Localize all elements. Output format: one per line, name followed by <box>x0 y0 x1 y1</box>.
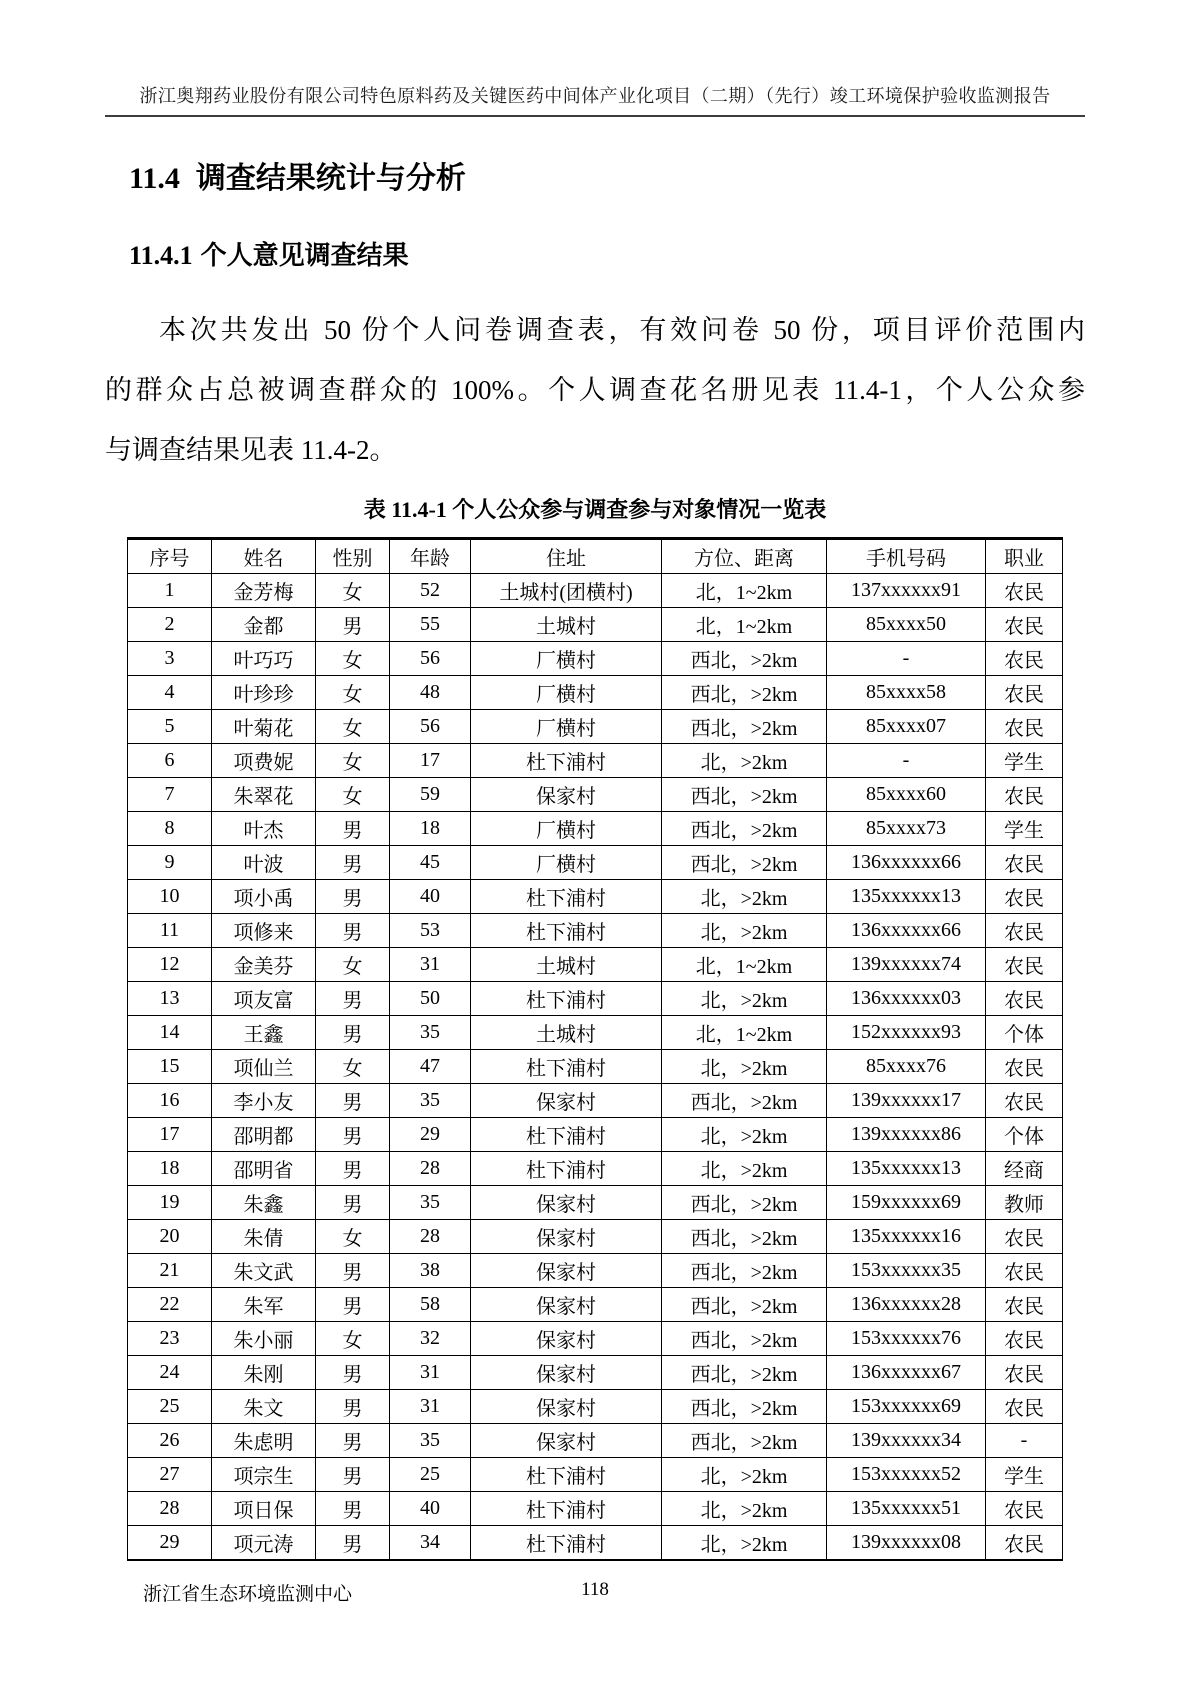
table-row <box>128 744 1063 778</box>
table-cell: 55 <box>390 608 471 642</box>
table-cell: 男 <box>316 1152 390 1186</box>
table-cell: 学生 <box>986 744 1063 778</box>
table-cell: 85xxxx58 <box>827 676 986 710</box>
table-cell: 34 <box>390 1526 471 1561</box>
survey-table-body <box>128 574 1063 1561</box>
table-cell: 139xxxxxx74 <box>827 948 986 982</box>
table-cell: 15 <box>128 1050 212 1084</box>
table-cell: 保家村 <box>471 1220 662 1254</box>
table-row <box>128 982 1063 1016</box>
table-cell: 杜下浦村 <box>471 744 662 778</box>
table-cell: 北，1~2km <box>662 574 827 608</box>
table-cell: 22 <box>128 1288 212 1322</box>
table-cell: 保家村 <box>471 1390 662 1424</box>
table-cell: 农民 <box>986 1492 1063 1526</box>
table-cell: 139xxxxxx17 <box>827 1084 986 1118</box>
table-cell: 56 <box>390 710 471 744</box>
table-cell: 85xxxx76 <box>827 1050 986 1084</box>
table-cell: 西北，>2km <box>662 846 827 880</box>
table-cell: 男 <box>316 1526 390 1561</box>
table-cell: - <box>827 642 986 676</box>
table-cell: 金都 <box>212 608 316 642</box>
table-cell: 35 <box>390 1186 471 1220</box>
subsection-title: 个人意见调查结果 <box>200 241 409 270</box>
table-header-cell: 年龄 <box>390 539 471 574</box>
table-cell: 北，>2km <box>662 1152 827 1186</box>
table-row <box>128 1424 1063 1458</box>
table-cell: 叶珍珍 <box>212 676 316 710</box>
table-cell: - <box>986 1424 1063 1458</box>
table-cell: 杜下浦村 <box>471 1526 662 1561</box>
table-cell: 28 <box>390 1220 471 1254</box>
table-cell: 2 <box>128 608 212 642</box>
table-cell: 6 <box>128 744 212 778</box>
table-cell: 85xxxx60 <box>827 778 986 812</box>
section-number: 11.4 <box>129 162 180 195</box>
table-cell: 男 <box>316 1186 390 1220</box>
table-cell: 邵明都 <box>212 1118 316 1152</box>
table-cell: 叶波 <box>212 846 316 880</box>
table-header-cell: 方位、距离 <box>662 539 827 574</box>
table-cell: 厂横村 <box>471 642 662 676</box>
table-cell: 农民 <box>986 1390 1063 1424</box>
table-cell: 西北，>2km <box>662 1220 827 1254</box>
table-cell: 21 <box>128 1254 212 1288</box>
table-cell: 17 <box>128 1118 212 1152</box>
table-cell: 女 <box>316 1220 390 1254</box>
table-row <box>128 948 1063 982</box>
table-cell: 项友富 <box>212 982 316 1016</box>
table-cell: 农民 <box>986 1288 1063 1322</box>
table-cell: 85xxxx73 <box>827 812 986 846</box>
section-heading-11-4 <box>129 153 1085 197</box>
table-cell: 农民 <box>986 642 1063 676</box>
table-cell: 男 <box>316 812 390 846</box>
table-cell: 35 <box>390 1016 471 1050</box>
table-cell: 48 <box>390 676 471 710</box>
table-cell: 农民 <box>986 710 1063 744</box>
table-cell: 20 <box>128 1220 212 1254</box>
table-cell: 男 <box>316 1458 390 1492</box>
table-cell: 139xxxxxx34 <box>827 1424 986 1458</box>
table-cell: 朱鑫 <box>212 1186 316 1220</box>
table-cell: 女 <box>316 676 390 710</box>
table-cell: 叶杰 <box>212 812 316 846</box>
table-cell: 朱刚 <box>212 1356 316 1390</box>
table-row <box>128 1016 1063 1050</box>
table-row <box>128 1220 1063 1254</box>
table-cell: 16 <box>128 1084 212 1118</box>
table-cell: 杜下浦村 <box>471 1152 662 1186</box>
table-cell: 厂横村 <box>471 710 662 744</box>
table-row <box>128 880 1063 914</box>
paragraph-line: 的群众占总被调查群众的 100%。个人调查花名册见表 11.4-1，个人公众参 <box>105 374 1085 405</box>
table-row <box>128 1526 1063 1561</box>
footer-organization: 浙江省生态环境监测中心 <box>143 1584 353 1606</box>
table-cell: 农民 <box>986 982 1063 1016</box>
table-cell: 西北，>2km <box>662 1186 827 1220</box>
table-cell: 28 <box>390 1152 471 1186</box>
table-cell: 男 <box>316 982 390 1016</box>
table-cell: 王鑫 <box>212 1016 316 1050</box>
table-row <box>128 1254 1063 1288</box>
table-row <box>128 608 1063 642</box>
table-row <box>128 778 1063 812</box>
table-cell: 西北，>2km <box>662 1356 827 1390</box>
table-cell: 女 <box>316 1050 390 1084</box>
table-cell: 西北，>2km <box>662 642 827 676</box>
table-cell: 28 <box>128 1492 212 1526</box>
table-row <box>128 1118 1063 1152</box>
table-cell: 北，1~2km <box>662 608 827 642</box>
table-cell: 35 <box>390 1084 471 1118</box>
table-cell: 朱文武 <box>212 1254 316 1288</box>
table-cell: 85xxxx07 <box>827 710 986 744</box>
table-cell: 土城村(团横村) <box>471 574 662 608</box>
table-cell: 保家村 <box>471 1424 662 1458</box>
table-cell: 农民 <box>986 1322 1063 1356</box>
table-cell: 项修来 <box>212 914 316 948</box>
table-cell: 135xxxxxx13 <box>827 1152 986 1186</box>
table-cell: 136xxxxxx28 <box>827 1288 986 1322</box>
table-cell: 137xxxxxx91 <box>827 574 986 608</box>
table-cell: 朱军 <box>212 1288 316 1322</box>
table-cell: 西北，>2km <box>662 1084 827 1118</box>
table-cell: 农民 <box>986 1356 1063 1390</box>
table-cell: 北，>2km <box>662 914 827 948</box>
table-cell: 朱虑明 <box>212 1424 316 1458</box>
table-cell: 52 <box>390 574 471 608</box>
table-cell: 29 <box>128 1526 212 1561</box>
table-row <box>128 914 1063 948</box>
table-cell: 35 <box>390 1424 471 1458</box>
table-cell: 40 <box>390 880 471 914</box>
table-cell: 男 <box>316 1356 390 1390</box>
table-cell: 杜下浦村 <box>471 914 662 948</box>
table-row <box>128 710 1063 744</box>
table-cell: 18 <box>128 1152 212 1186</box>
table-cell: 女 <box>316 574 390 608</box>
table-row <box>128 1356 1063 1390</box>
table-cell: 保家村 <box>471 1254 662 1288</box>
table-row <box>128 1084 1063 1118</box>
table-cell: 朱小丽 <box>212 1322 316 1356</box>
table-cell: 18 <box>390 812 471 846</box>
table-cell: 邵明省 <box>212 1152 316 1186</box>
table-cell: 男 <box>316 1492 390 1526</box>
table-cell: 西北，>2km <box>662 778 827 812</box>
table-cell: 24 <box>128 1356 212 1390</box>
table-cell: 北，>2km <box>662 1050 827 1084</box>
table-cell: 男 <box>316 914 390 948</box>
table-row <box>128 1322 1063 1356</box>
table-cell: 59 <box>390 778 471 812</box>
table-header-cell: 手机号码 <box>827 539 986 574</box>
table-cell: 136xxxxxx66 <box>827 914 986 948</box>
table-cell: 农民 <box>986 846 1063 880</box>
survey-participants-table <box>127 537 1063 1561</box>
page-footer <box>105 1579 1085 1605</box>
table-cell: 男 <box>316 880 390 914</box>
table-cell: 厂横村 <box>471 846 662 880</box>
table-cell: 杜下浦村 <box>471 982 662 1016</box>
table-cell: 保家村 <box>471 778 662 812</box>
table-cell: 13 <box>128 982 212 1016</box>
table-cell: 叶菊花 <box>212 710 316 744</box>
table-cell: 26 <box>128 1424 212 1458</box>
table-cell: 项日保 <box>212 1492 316 1526</box>
table-cell: 叶巧巧 <box>212 642 316 676</box>
table-cell: 农民 <box>986 914 1063 948</box>
table-cell: 12 <box>128 948 212 982</box>
table-cell: 北，>2km <box>662 1458 827 1492</box>
table-cell: 农民 <box>986 676 1063 710</box>
table-caption: 表 11.4-1 个人公众参与调查参与对象情况一览表 <box>363 497 827 523</box>
table-cell: 教师 <box>986 1186 1063 1220</box>
table-cell: 农民 <box>986 1526 1063 1561</box>
table-header-cell: 姓名 <box>212 539 316 574</box>
table-cell: 农民 <box>986 1254 1063 1288</box>
table-header-row <box>128 539 1063 574</box>
table-cell: 厂横村 <box>471 676 662 710</box>
table-cell: 139xxxxxx86 <box>827 1118 986 1152</box>
table-cell: 136xxxxxx67 <box>827 1356 986 1390</box>
table-row <box>128 676 1063 710</box>
table-cell: 男 <box>316 1424 390 1458</box>
table-cell: 北，>2km <box>662 982 827 1016</box>
running-head-divider <box>105 115 1085 117</box>
table-cell: 北，>2km <box>662 1526 827 1561</box>
table-row <box>128 1050 1063 1084</box>
table-cell: 土城村 <box>471 608 662 642</box>
table-cell: 杜下浦村 <box>471 1458 662 1492</box>
table-cell: 农民 <box>986 1050 1063 1084</box>
table-cell: 保家村 <box>471 1084 662 1118</box>
table-cell: 8 <box>128 812 212 846</box>
table-cell: 7 <box>128 778 212 812</box>
body-paragraph <box>105 314 1085 467</box>
table-row <box>128 812 1063 846</box>
table-cell: 女 <box>316 710 390 744</box>
table-cell: 厂横村 <box>471 812 662 846</box>
table-cell: 杜下浦村 <box>471 1050 662 1084</box>
table-cell: 西北，>2km <box>662 1322 827 1356</box>
table-cell: 保家村 <box>471 1186 662 1220</box>
table-cell: 男 <box>316 1118 390 1152</box>
table-cell: 西北，>2km <box>662 710 827 744</box>
table-cell: 保家村 <box>471 1322 662 1356</box>
table-cell: 135xxxxxx16 <box>827 1220 986 1254</box>
table-cell: 9 <box>128 846 212 880</box>
table-row <box>128 1186 1063 1220</box>
table-cell: 杜下浦村 <box>471 1492 662 1526</box>
table-cell: 农民 <box>986 574 1063 608</box>
table-cell: - <box>827 744 986 778</box>
table-cell: 男 <box>316 1390 390 1424</box>
table-cell: 金芳梅 <box>212 574 316 608</box>
table-cell: 25 <box>128 1390 212 1424</box>
table-cell: 北，1~2km <box>662 1016 827 1050</box>
table-cell: 女 <box>316 642 390 676</box>
table-cell: 女 <box>316 744 390 778</box>
table-cell: 北，1~2km <box>662 948 827 982</box>
table-cell: 女 <box>316 778 390 812</box>
table-cell: 153xxxxxx69 <box>827 1390 986 1424</box>
table-cell: 31 <box>390 1390 471 1424</box>
table-row <box>128 1152 1063 1186</box>
table-cell: 男 <box>316 846 390 880</box>
table-row <box>128 1288 1063 1322</box>
table-cell: 38 <box>390 1254 471 1288</box>
table-header-cell: 住址 <box>471 539 662 574</box>
table-cell: 农民 <box>986 1084 1063 1118</box>
table-cell: 男 <box>316 1288 390 1322</box>
table-cell: 139xxxxxx08 <box>827 1526 986 1561</box>
table-cell: 17 <box>390 744 471 778</box>
table-cell: 40 <box>390 1492 471 1526</box>
table-cell: 北，>2km <box>662 1492 827 1526</box>
table-cell: 136xxxxxx66 <box>827 846 986 880</box>
table-cell: 西北，>2km <box>662 1424 827 1458</box>
table-cell: 保家村 <box>471 1288 662 1322</box>
table-cell: 男 <box>316 608 390 642</box>
table-cell: 土城村 <box>471 948 662 982</box>
table-row <box>128 574 1063 608</box>
table-cell: 项仙兰 <box>212 1050 316 1084</box>
paragraph-line: 与调查结果见表 11.4-2。 <box>105 434 397 465</box>
table-cell: 159xxxxxx69 <box>827 1186 986 1220</box>
table-cell: 李小友 <box>212 1084 316 1118</box>
table-cell: 项元涛 <box>212 1526 316 1561</box>
table-row <box>128 1458 1063 1492</box>
page-number: 118 <box>581 1579 609 1601</box>
table-cell: 153xxxxxx52 <box>827 1458 986 1492</box>
table-cell: 农民 <box>986 608 1063 642</box>
table-cell: 男 <box>316 1084 390 1118</box>
table-cell: 西北，>2km <box>662 1254 827 1288</box>
table-cell: 农民 <box>986 778 1063 812</box>
table-cell: 4 <box>128 676 212 710</box>
table-cell: 32 <box>390 1322 471 1356</box>
section-title: 调查结果统计与分析 <box>195 162 466 195</box>
table-cell: 31 <box>390 948 471 982</box>
table-cell: 135xxxxxx51 <box>827 1492 986 1526</box>
running-head: 浙江奥翔药业股份有限公司特色原料药及关键医药中间体产业化项目（二期）（先行）竣工环境保护验收监测报告 <box>139 86 1051 106</box>
table-cell: 个体 <box>986 1118 1063 1152</box>
table-cell: 农民 <box>986 1220 1063 1254</box>
table-cell: 47 <box>390 1050 471 1084</box>
table-cell: 北，>2km <box>662 880 827 914</box>
table-header-cell: 职业 <box>986 539 1063 574</box>
table-cell: 北，>2km <box>662 1118 827 1152</box>
section-heading-11-4-1 <box>129 235 1085 272</box>
table-cell: 杜下浦村 <box>471 880 662 914</box>
table-cell: 西北，>2km <box>662 1390 827 1424</box>
table-cell: 项费妮 <box>212 744 316 778</box>
table-cell: 农民 <box>986 948 1063 982</box>
table-cell: 3 <box>128 642 212 676</box>
table-cell: 金美芬 <box>212 948 316 982</box>
table-header-cell: 序号 <box>128 539 212 574</box>
table-cell: 153xxxxxx76 <box>827 1322 986 1356</box>
table-row <box>128 1390 1063 1424</box>
table-cell: 经商 <box>986 1152 1063 1186</box>
table-cell: 25 <box>390 1458 471 1492</box>
subsection-number: 11.4.1 <box>129 241 193 270</box>
table-cell: 男 <box>316 1016 390 1050</box>
table-cell: 西北，>2km <box>662 812 827 846</box>
table-cell: 朱倩 <box>212 1220 316 1254</box>
table-cell: 14 <box>128 1016 212 1050</box>
table-cell: 北，>2km <box>662 744 827 778</box>
table-cell: 朱翠花 <box>212 778 316 812</box>
table-cell: 56 <box>390 642 471 676</box>
table-cell: 男 <box>316 1254 390 1288</box>
table-cell: 19 <box>128 1186 212 1220</box>
table-cell: 项小禹 <box>212 880 316 914</box>
table-cell: 个体 <box>986 1016 1063 1050</box>
table-cell: 85xxxx50 <box>827 608 986 642</box>
table-row <box>128 642 1063 676</box>
table-cell: 朱文 <box>212 1390 316 1424</box>
table-cell: 学生 <box>986 1458 1063 1492</box>
table-cell: 53 <box>390 914 471 948</box>
table-cell: 23 <box>128 1322 212 1356</box>
table-cell: 58 <box>390 1288 471 1322</box>
table-cell: 153xxxxxx35 <box>827 1254 986 1288</box>
table-cell: 152xxxxxx93 <box>827 1016 986 1050</box>
table-cell: 杜下浦村 <box>471 1118 662 1152</box>
table-header-cell: 性别 <box>316 539 390 574</box>
table-cell: 11 <box>128 914 212 948</box>
paragraph-line: 本次共发出 50 份个人问卷调查表，有效问卷 50 份，项目评价范围内 <box>159 315 1085 345</box>
table-cell: 31 <box>390 1356 471 1390</box>
table-cell: 45 <box>390 846 471 880</box>
table-cell: 西北，>2km <box>662 676 827 710</box>
table-cell: 136xxxxxx03 <box>827 982 986 1016</box>
table-cell: 5 <box>128 710 212 744</box>
table-cell: 项宗生 <box>212 1458 316 1492</box>
table-cell: 27 <box>128 1458 212 1492</box>
table-row <box>128 1492 1063 1526</box>
table-cell: 学生 <box>986 812 1063 846</box>
table-cell: 135xxxxxx13 <box>827 880 986 914</box>
table-cell: 西北，>2km <box>662 1288 827 1322</box>
table-cell: 女 <box>316 1322 390 1356</box>
table-cell: 29 <box>390 1118 471 1152</box>
table-cell: 50 <box>390 982 471 1016</box>
table-cell: 女 <box>316 948 390 982</box>
table-cell: 农民 <box>986 880 1063 914</box>
table-cell: 1 <box>128 574 212 608</box>
table-cell: 保家村 <box>471 1356 662 1390</box>
table-cell: 土城村 <box>471 1016 662 1050</box>
table-row <box>128 846 1063 880</box>
table-cell: 10 <box>128 880 212 914</box>
